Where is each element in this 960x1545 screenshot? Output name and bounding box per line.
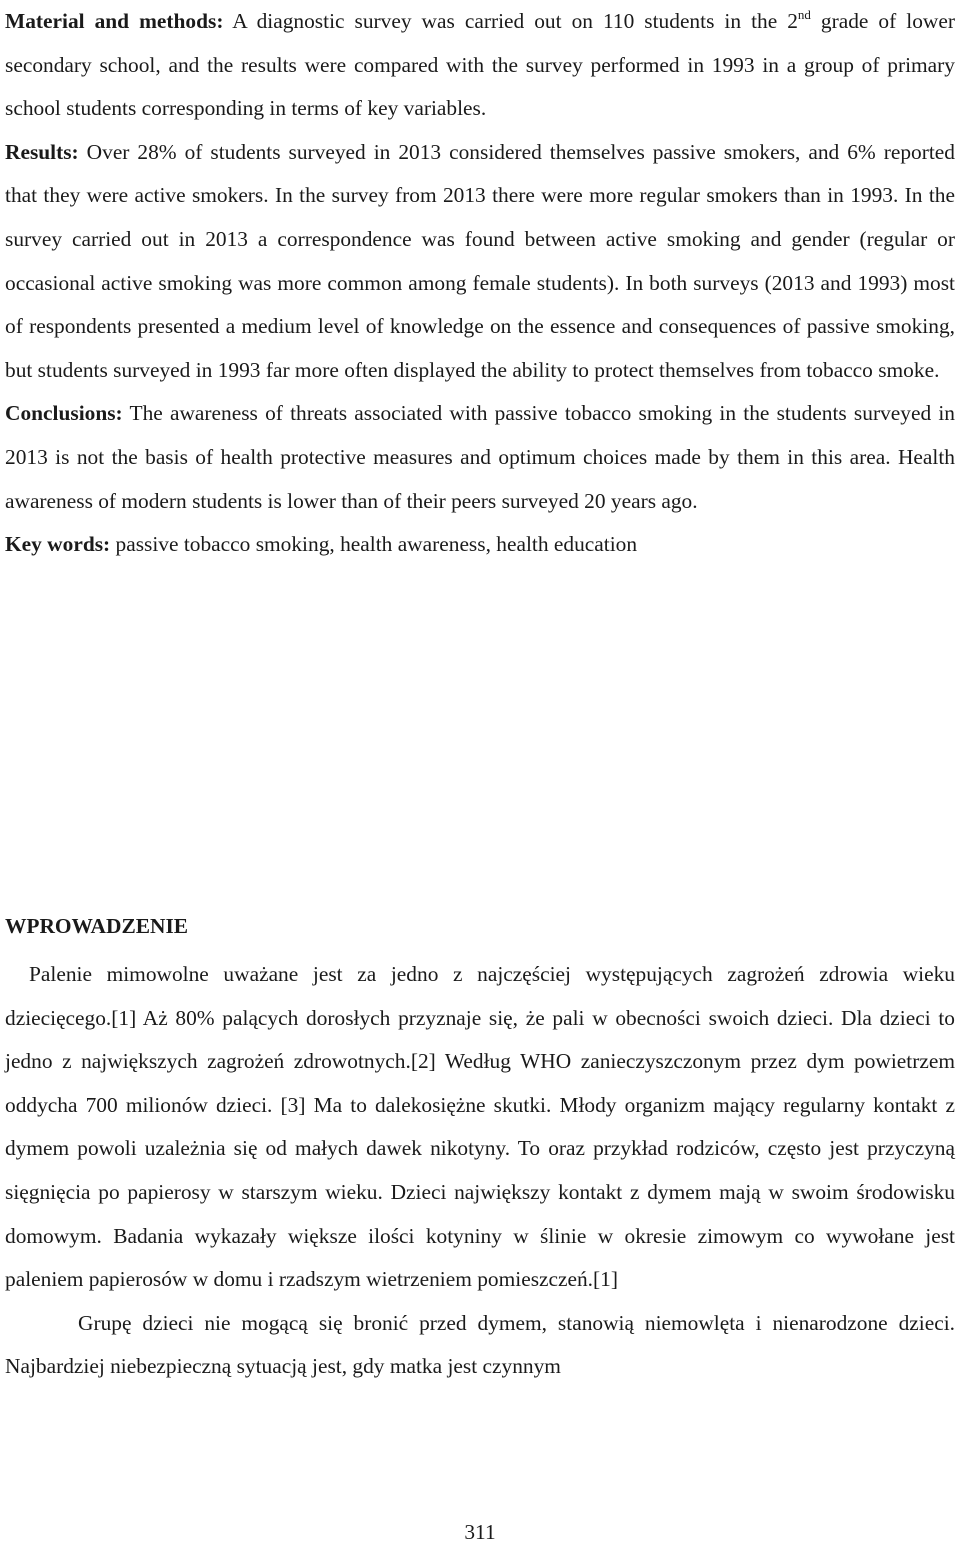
ordinal-suffix: nd (797, 7, 811, 22)
methods-paragraph (5, 0, 955, 131)
methods-text: A diagnostic survey was carried out on 110 students in the 2 (223, 9, 798, 33)
abstract-section (5, 0, 955, 567)
methods-label: Material and methods: (5, 9, 224, 33)
conclusions-text: The awareness of threats associated with passive tobacco smoking in the students surveyed in 2013 is not the basis of health protective measures and optimum choices made by them in this area. Health awareness of modern students is lower than of their peers surveyed 20 years ago. (5, 401, 955, 513)
page-number: 311 (464, 1520, 496, 1544)
results-text: Over 28% of students surveyed in 2013 considered themselves passive smokers, and 6% reported that they were active smokers. In the survey from 2013 there were more regular smokers than in 1993. In the survey carried out in 2013 a correspondence was found between active smoking and gender (regular or occasional active smoking was more common among female students). In both surveys (2013 and 1993) most of respondents presented a medium level of knowledge on the essence and consequences of passive smoking, but students surveyed in 1993 far more often displayed the ability to protect themselves from tobacco smoke. (5, 139, 955, 382)
section-heading: WPROWADZENIE (5, 914, 189, 938)
intro-paragraph-2: Grupę dzieci nie mogącą się bronić przed dymem, stanowią niemowlęta i nienarodzone dzieci. Najbardziej niebezpieczną sytuacją jest, gdy matka jest czynnym (5, 1310, 955, 1379)
conclusions-paragraph (5, 392, 955, 523)
intro-section (5, 953, 955, 1389)
methods-text-continued: grade of lower secondary school, and the results were compared with the survey performed in 1993 in a group of primary school students corresponding in terms of key variables. (5, 9, 955, 121)
intro-paragraph-1: Palenie mimowolne uważane jest za jedno z najczęściej występujących zagrożeń zdrowia wieku dziecięcego.[1] Aż 80% palących dorosłych przyznaje się, że pali w obecności swoich dzieci. Dla dzieci to jedno z największych zagrożeń zdrowotnych.[2] Według WHO zanieczyszczonym przez dym powietrzem oddycha 700 milionów dzieci. [3] Ma to dalekosiężne skutki. Młody organizm mający regularny kontakt z dymem powoli uzależnia się od małych dawek nikotyny. To oraz przykład rodziców, często jest przyczyną sięgnięcia po papierosy w starszym wieku. Dzieci największy kontakt z dymem mają w swoim środowisku domowym. Badania wykazały większe ilości kotyniny w ślinie w okresie zimowym co wywołane jest paleniem papierosów w domu i rzadszym wietrzeniem pomieszczeń.[1] (5, 962, 955, 1292)
results-label: Results: (5, 139, 79, 164)
keywords-paragraph (5, 523, 955, 567)
keywords-text: passive tobacco smoking, health awareness, health education (110, 532, 638, 557)
conclusions-label: Conclusions: (5, 401, 123, 426)
results-paragraph (5, 131, 955, 393)
keywords-label: Key words: (5, 532, 111, 557)
